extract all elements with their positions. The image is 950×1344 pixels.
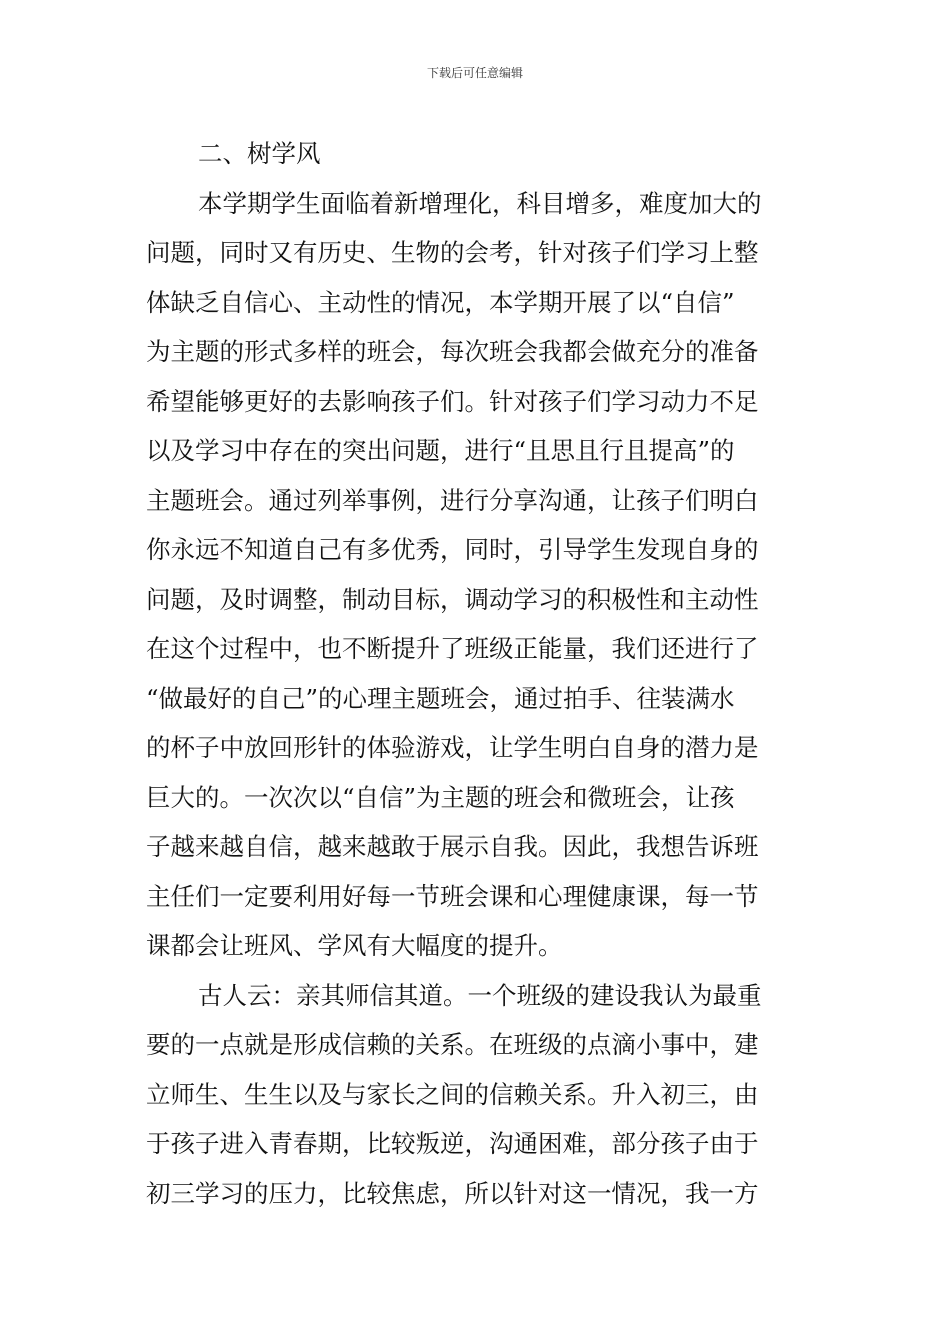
paragraph-line: 课都会让班风、学风有大幅度的提升。 <box>146 931 563 960</box>
paragraph-line: 你永远不知道自己有多优秀，同时，引导学生发现自身的 <box>146 535 759 564</box>
paragraph-line: “做最好的自己”的心理主题班会，通过拍手、往装满水 <box>146 683 735 713</box>
paragraph-line: 古人云：亲其师信其道。一个班级的建设我认为最重 <box>198 980 762 1010</box>
paragraph-line: 初三学习的压力，比较焦虑，所以针对这一情况，我一方 <box>146 1178 759 1208</box>
section-heading: 二、树学风 <box>198 139 321 168</box>
paragraph-line: 子越来越自信，越来越敢于展示自我。因此，我想告诉班 <box>146 832 759 861</box>
paragraph-line: 体缺乏自信心、主动性的情况，本学期开展了以“自信” <box>146 287 735 317</box>
paragraph-line: 立师生、生生以及与家长之间的信赖关系。升入初三，由 <box>146 1079 759 1109</box>
paragraph-line: 于孩子进入青春期，比较叛逆，沟通困难，部分孩子由于 <box>146 1129 759 1158</box>
paragraph-line: 为主题的形式多样的班会，每次班会我都会做充分的准备 <box>146 337 759 366</box>
page-header-note: 下载后可任意编辑 <box>426 66 523 80</box>
paragraph-line: 主任们一定要利用好每一节班会课和心理健康课，每一节 <box>146 881 759 911</box>
paragraph-line: 以及学习中存在的突出问题，进行“且思且行且提高”的 <box>146 436 735 465</box>
paragraph-line: 巨大的。一次次以“自信”为主题的班会和微班会，让孩 <box>146 782 735 812</box>
paragraph-line: 问题，及时调整，制动目标，调动学习的积极性和主动性 <box>146 584 759 614</box>
paragraph-line: 在这个过程中，也不断提升了班级正能量，我们还进行了 <box>146 634 759 663</box>
paragraph-line: 问题，同时又有历史、生物的会考，针对孩子们学习上整 <box>146 238 759 267</box>
paragraph-line: 的杯子中放回形针的体验游戏，让学生明白自身的潜力是 <box>146 733 759 762</box>
document-body <box>146 129 806 1218</box>
paragraph-line: 主题班会。通过列举事例，进行分享沟通，让孩子们明白 <box>146 485 759 515</box>
paragraph-line: 要的一点就是形成信赖的关系。在班级的点滴小事中，建 <box>146 1030 759 1059</box>
paragraph-line: 本学期学生面临着新增理化，科目增多，难度加大的 <box>198 188 762 218</box>
paragraph-line: 希望能够更好的去影响孩子们。针对孩子们学习动力不足 <box>146 386 759 416</box>
